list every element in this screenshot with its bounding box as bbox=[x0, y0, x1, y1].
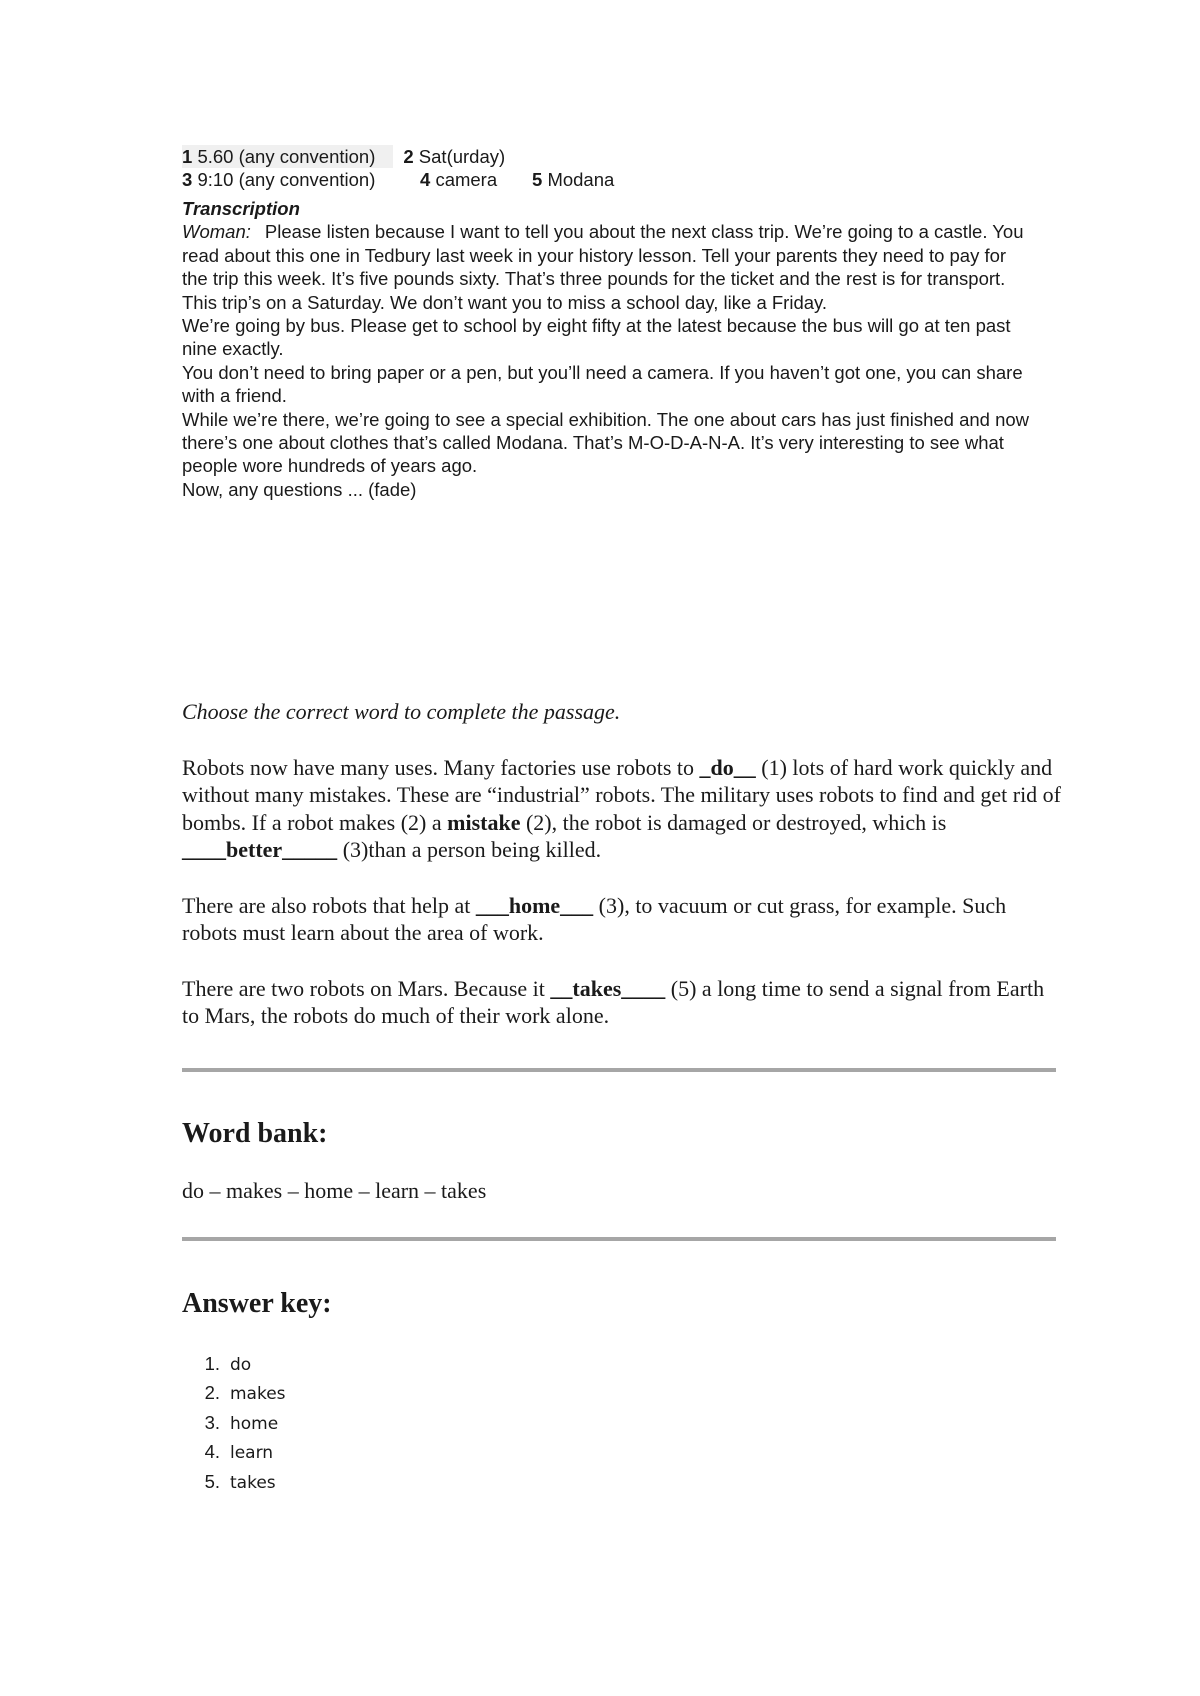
answer-summary-item: 5 Modana bbox=[532, 169, 615, 190]
word-bank-list: do – makes – home – learn – takes bbox=[182, 1178, 487, 1203]
blank-answer: mistake bbox=[447, 809, 521, 835]
transcription-paragraph: We’re going by bus. Please get to school by eight fifty at the latest because the bus will go at ten past nine exactly. bbox=[182, 315, 1011, 360]
blank-answer: ____better_____ bbox=[182, 837, 338, 862]
list-item: 1. do bbox=[204, 1353, 252, 1375]
blank-answer: __takes____ bbox=[550, 975, 666, 1001]
transcription-paragraph: While we’re there, we’re going to see a special exhibition. The one about cars has just finished and now there’s one about clothes that’s called Modana. That’s M-O-D-A-N-A. It’s very interesting to see what people wore hundreds of years ago. bbox=[182, 408, 1030, 477]
blank-answer: ___home___ bbox=[475, 892, 594, 918]
blank-answer: _do__ bbox=[699, 754, 756, 780]
answer-summary-item: 3 9:10 (any convention) bbox=[182, 169, 376, 190]
answer-summary-item: 1 5.60 (any convention) bbox=[182, 145, 393, 168]
list-item: 4. learn bbox=[204, 1441, 274, 1464]
transcription-heading: Transcription bbox=[182, 198, 300, 219]
divider bbox=[182, 1237, 1056, 1241]
passage-paragraph-2: There are also robots that help at ___home___ (3), to vacuum or cut grass, for example. Such robots must learn about the area of work. bbox=[182, 892, 1007, 945]
passage bbox=[182, 698, 1062, 1058]
transcription bbox=[182, 197, 1032, 501]
transcription-paragraph: Now, any questions ... (fade) bbox=[182, 478, 417, 500]
passage-paragraph-3: There are two robots on Mars. Because it __takes____ (5) a long time to send a signal from Earth to Mars, the robots do much of their work alone. bbox=[182, 975, 1045, 1028]
list-item: 5. takes bbox=[204, 1470, 276, 1493]
answer-key-title: Answer key: bbox=[182, 1288, 332, 1319]
passage-instruction: Choose the correct word to complete the passage. bbox=[182, 699, 621, 724]
transcription-paragraph: Woman: Please listen because I want to tell you about the next class trip. We’re going to a castle. You read about this one in Tedbury last week in your history lesson. Tell your parents they need to pay for the trip this week. It’s five pounds sixty. That’s three pounds for the ticket and the rest is for transport. bbox=[182, 221, 1024, 290]
answer-summary-row-1 bbox=[182, 145, 614, 168]
transcription-paragraph: This trip’s on a Saturday. We don’t want you to miss a school day, like a Friday. bbox=[182, 291, 828, 313]
passage-paragraph-1: Robots now have many uses. Many factories use robots to _do__ (1) lots of hard work quickly and without many mistakes. These are “industrial” robots. The military uses robots to find and get rid of bombs. If a robot makes (2) a mistake (2), the robot is damaged or destroyed, which is ____better_____ (3)than a person being killed. bbox=[182, 754, 1062, 862]
answer-summary bbox=[182, 145, 614, 191]
answer-summary-item: 4 camera bbox=[420, 169, 498, 190]
list-item: 2. makes bbox=[204, 1382, 286, 1405]
answer-summary-item: 2 Sat(urday) bbox=[403, 146, 506, 167]
answer-key-list bbox=[182, 1353, 286, 1500]
transcription-paragraph: You don’t need to bring paper or a pen, but you’ll need a camera. If you haven’t got one, you can share with a friend. bbox=[182, 361, 1023, 407]
list-item: 3. home bbox=[204, 1411, 279, 1434]
answer-summary-row-2 bbox=[182, 168, 614, 191]
speaker-label: Woman: bbox=[182, 221, 251, 243]
divider bbox=[182, 1068, 1056, 1072]
word-bank-title: Word bank: bbox=[182, 1118, 328, 1149]
